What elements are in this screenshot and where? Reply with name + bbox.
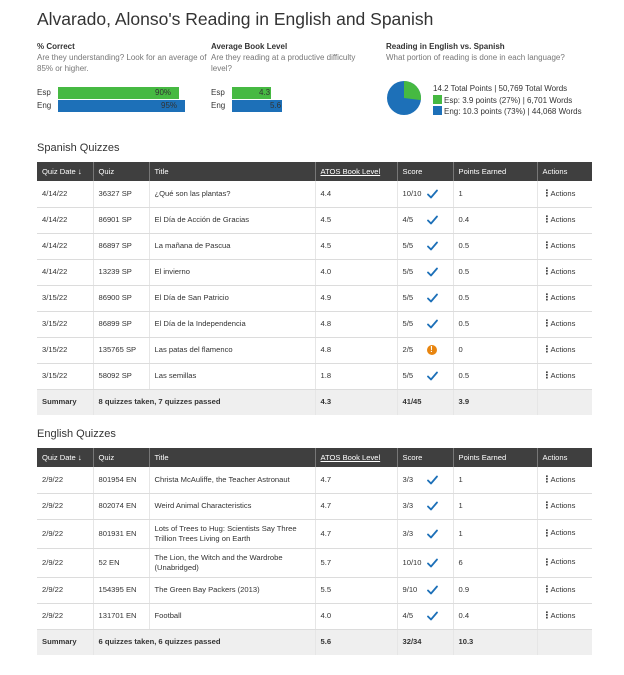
more-vertical-icon: ⋮ [542, 188, 552, 198]
actions-menu-button[interactable] [543, 267, 576, 277]
column-header-quiz-label: Quiz [98, 453, 115, 462]
table-row [37, 181, 592, 207]
actions-label: Actions [550, 344, 576, 354]
spanish-quizzes-table [37, 162, 592, 415]
atos-level-cell: 4.7 [315, 467, 397, 493]
actions-label: Actions [550, 318, 576, 328]
pie-totals: 14.2 Total Points | 50,769 Total Words [433, 84, 568, 93]
quiz-id-cell: 58092 SP [93, 363, 149, 389]
column-header-quiz[interactable] [93, 448, 149, 467]
legend-spanish [433, 95, 572, 105]
more-vertical-icon: ⋮ [542, 214, 552, 225]
arrow-down-icon: ↓ [77, 167, 82, 176]
column-header-score[interactable] [397, 162, 453, 181]
table-row [37, 285, 592, 311]
score-cell [397, 577, 453, 603]
column-header-title[interactable] [149, 162, 315, 181]
quiz-id-cell: 801954 EN [93, 467, 149, 493]
quiz-id-cell: 86899 SP [93, 311, 149, 337]
quiz-id-cell: 86901 SP [93, 207, 149, 233]
quiz-id-cell: 52 EN [93, 548, 149, 577]
quiz-id-cell: 154395 EN [93, 577, 149, 603]
points-earned-cell: 0.5 [453, 363, 537, 389]
actions-cell [537, 493, 592, 519]
more-vertical-icon: ⋮ [542, 474, 552, 484]
atos-level-cell: 4.5 [315, 207, 397, 233]
actions-menu-button[interactable] [543, 528, 576, 538]
score-value: 5/5 [402, 293, 414, 302]
table-row [37, 363, 592, 389]
bar-row-eng [211, 100, 344, 112]
atos-level-cell: 4.7 [315, 519, 397, 548]
bar-value: 5.6 [270, 101, 282, 110]
quiz-date-cell: 2/9/22 [37, 577, 93, 603]
bar-value: 4.3 [259, 88, 271, 97]
title-cell: The Lion, the Witch and the Wardrobe (Unabridged) [149, 548, 315, 577]
atos-level-cell: 4.7 [315, 493, 397, 519]
table-row [37, 311, 592, 337]
actions-menu-button[interactable] [543, 189, 576, 199]
atos-level-cell: 5.7 [315, 548, 397, 577]
title-cell: Las patas del flamenco [149, 337, 315, 363]
table-row [37, 548, 592, 577]
score-cell [397, 603, 453, 629]
more-vertical-icon: ⋮ [542, 584, 552, 595]
language-split-metric [386, 42, 606, 63]
column-header-quiz-date[interactable] [37, 162, 93, 181]
column-header-atos-level[interactable] [315, 448, 397, 467]
points-earned-cell: 0.5 [453, 233, 537, 259]
quiz-date-cell: 3/15/22 [37, 363, 93, 389]
bar-row-esp [37, 87, 232, 99]
actions-menu-button[interactable] [543, 293, 576, 303]
check-icon [427, 293, 438, 303]
points-earned-cell: 0.4 [453, 207, 537, 233]
actions-cell [537, 285, 592, 311]
actions-menu-button[interactable] [543, 371, 576, 381]
table-header-row [37, 448, 592, 467]
score-cell [397, 363, 453, 389]
score-cell [397, 548, 453, 577]
language-pie-chart [386, 80, 422, 116]
score-cell [397, 519, 453, 548]
table-row [37, 259, 592, 285]
score-value: 3/3 [402, 528, 414, 538]
points-earned-cell: 0.5 [453, 259, 537, 285]
summary-points: 3.9 [453, 389, 537, 415]
english-quizzes-heading: English Quizzes [37, 428, 116, 440]
column-header-atos-level[interactable] [315, 162, 397, 181]
actions-label: Actions [550, 528, 576, 538]
quiz-date-cell: 4/14/22 [37, 207, 93, 233]
atos-level-cell: 4.0 [315, 603, 397, 629]
actions-menu-button[interactable] [543, 345, 576, 355]
quiz-id-cell: 802074 EN [93, 493, 149, 519]
legend-label-spanish: Esp: 3.9 points (27%) | 6,701 Words [444, 96, 573, 105]
column-header-title-label: Title [154, 167, 169, 176]
score-value: 5/5 [402, 241, 414, 250]
table-row [37, 467, 592, 493]
points-earned-cell: 1 [453, 519, 537, 548]
legend-label-english: Eng: 10.3 points (73%) | 44,068 Words [444, 107, 582, 116]
column-header-quiz[interactable] [93, 162, 149, 181]
column-header-title[interactable] [149, 448, 315, 467]
summary-label: Summary [37, 389, 93, 415]
legend-english [433, 106, 582, 116]
more-vertical-icon: ⋮ [542, 318, 552, 329]
more-vertical-icon: ⋮ [542, 240, 552, 251]
quiz-id-cell: 13239 SP [93, 259, 149, 285]
summary-empty [537, 389, 592, 415]
check-icon [427, 215, 438, 225]
quiz-id-cell: 135765 SP [93, 337, 149, 363]
check-icon [427, 611, 438, 621]
column-header-score-label: Score [402, 167, 423, 176]
title-cell: Weird Animal Characteristics [149, 493, 315, 519]
quiz-date-cell: 2/9/22 [37, 519, 93, 548]
more-vertical-icon: ⋮ [542, 344, 552, 355]
more-vertical-icon: ⋮ [542, 266, 552, 277]
atos-level-cell: 1.8 [315, 363, 397, 389]
quiz-id-cell: 801931 EN [93, 519, 149, 548]
score-cell [397, 207, 453, 233]
bar-label: Esp [211, 88, 225, 97]
bar-label: Esp [37, 88, 51, 97]
atos-level-cell: 4.4 [315, 181, 397, 207]
actions-label: Actions [550, 188, 576, 198]
title-cell: Lots of Trees to Hug: Scientists Say Three Trillion Trees Living on Earth [149, 519, 315, 548]
actions-cell [537, 577, 592, 603]
actions-cell [537, 181, 592, 207]
title-cell: El Día de San Patricio [149, 285, 315, 311]
check-icon [427, 241, 438, 251]
column-header-quiz-date-label: Quiz Date [42, 453, 76, 462]
column-header-points-earned[interactable] [453, 162, 537, 181]
column-header-points-earned-label: Points Earned [458, 167, 507, 176]
quiz-id-cell: 131701 EN [93, 603, 149, 629]
check-icon [427, 319, 438, 329]
actions-label: Actions [550, 240, 576, 250]
actions-menu-button[interactable] [543, 611, 576, 621]
legend-swatch-english [433, 106, 442, 115]
atos-level-cell: 4.8 [315, 337, 397, 363]
actions-cell [537, 259, 592, 285]
arrow-down-icon: ↓ [77, 453, 82, 462]
more-vertical-icon: ⋮ [542, 556, 552, 567]
title-cell: Football [149, 603, 315, 629]
score-cell [397, 233, 453, 259]
actions-cell [537, 519, 592, 548]
actions-menu-button[interactable] [543, 501, 576, 511]
actions-label: Actions [550, 500, 576, 510]
summary-level: 5.6 [315, 629, 397, 655]
actions-cell [537, 363, 592, 389]
quiz-date-cell: 3/15/22 [37, 285, 93, 311]
bar-value: 95% [161, 101, 178, 110]
check-icon [427, 501, 438, 511]
spanish-quizzes-heading: Spanish Quizzes [37, 142, 120, 154]
actions-menu-button[interactable] [543, 319, 576, 329]
summary-label: Summary [37, 629, 93, 655]
actions-cell [537, 467, 592, 493]
points-earned-cell: 1 [453, 493, 537, 519]
score-cell [397, 493, 453, 519]
actions-cell [537, 207, 592, 233]
column-header-points-earned[interactable] [453, 448, 537, 467]
column-header-score-label: Score [402, 453, 423, 462]
score-value: 10/10 [402, 188, 422, 198]
column-header-quiz-date-label: Quiz Date [42, 167, 76, 176]
quiz-date-cell: 2/9/22 [37, 493, 93, 519]
metric-description: What portion of reading is done in each language? [386, 53, 565, 62]
points-earned-cell: 1 [453, 467, 537, 493]
summary-level: 4.3 [315, 389, 397, 415]
metric-title: Average Book Level [211, 42, 288, 51]
atos-level-cell: 4.0 [315, 259, 397, 285]
metric-description: Are they understanding? Look for an average of 85% or higher. [37, 53, 207, 73]
check-icon [427, 585, 438, 595]
actions-menu-button[interactable] [543, 557, 576, 567]
quiz-id-cell: 36327 SP [93, 181, 149, 207]
quiz-date-cell: 4/14/22 [37, 181, 93, 207]
more-vertical-icon: ⋮ [542, 292, 552, 303]
points-earned-cell: 0.9 [453, 577, 537, 603]
check-icon [427, 371, 438, 381]
title-cell: La mañana de Pascua [149, 233, 315, 259]
column-header-score[interactable] [397, 448, 453, 467]
pie-slice-spanish [404, 81, 421, 100]
actions-label: Actions [550, 370, 576, 380]
more-vertical-icon: ⋮ [542, 527, 552, 538]
atos-level-cell: 5.5 [315, 577, 397, 603]
column-header-actions-label: Actions [542, 453, 568, 462]
actions-label: Actions [550, 292, 576, 302]
score-cell [397, 285, 453, 311]
quiz-date-cell: 2/9/22 [37, 467, 93, 493]
title-cell: Las semillas [149, 363, 315, 389]
score-cell [397, 467, 453, 493]
actions-label: Actions [550, 584, 576, 594]
english-quizzes-table [37, 448, 592, 655]
table-header-row [37, 162, 592, 181]
quiz-date-cell: 2/9/22 [37, 548, 93, 577]
column-header-actions-label: Actions [542, 167, 568, 176]
atos-level-cell: 4.8 [315, 311, 397, 337]
table-row [37, 207, 592, 233]
bar-row-eng [37, 100, 232, 112]
summary-empty [537, 629, 592, 655]
bar-label: Eng [211, 101, 226, 110]
check-icon [427, 529, 438, 539]
score-value: 9/10 [402, 585, 418, 594]
bar-row-esp [211, 87, 344, 99]
title-cell: The Green Bay Packers (2013) [149, 577, 315, 603]
metric-title: Reading in English vs. Spanish [386, 42, 505, 51]
avg-book-level-metric [211, 42, 371, 74]
score-value: 5/5 [402, 371, 414, 380]
column-header-actions [537, 448, 592, 467]
quiz-date-cell: 3/15/22 [37, 337, 93, 363]
points-earned-cell: 0.5 [453, 311, 537, 337]
actions-menu-button[interactable] [543, 585, 576, 595]
actions-label: Actions [550, 474, 576, 484]
score-value: 4/5 [402, 611, 414, 620]
score-value: 3/3 [402, 501, 414, 510]
quiz-id-cell: 86897 SP [93, 233, 149, 259]
atos-level-cell: 4.9 [315, 285, 397, 311]
summary-row [37, 629, 592, 655]
actions-cell [537, 311, 592, 337]
score-cell [397, 311, 453, 337]
metric-title: % Correct [37, 42, 75, 51]
column-header-title-label: Title [154, 453, 169, 462]
actions-label: Actions [550, 266, 576, 276]
legend-swatch-spanish [433, 95, 442, 104]
summary-row [37, 389, 592, 415]
column-header-actions [537, 162, 592, 181]
table-row [37, 493, 592, 519]
quiz-date-cell: 4/14/22 [37, 259, 93, 285]
table-row [37, 233, 592, 259]
points-earned-cell: 0.4 [453, 603, 537, 629]
quiz-id-cell: 86900 SP [93, 285, 149, 311]
title-cell: ¿Qué son las plantas? [149, 181, 315, 207]
actions-cell [537, 548, 592, 577]
table-row [37, 577, 592, 603]
actions-menu-button[interactable] [543, 241, 576, 251]
column-header-atos-level-label: ATOS Book Level [320, 453, 381, 462]
actions-cell [537, 233, 592, 259]
check-icon [427, 558, 438, 568]
column-header-quiz-label: Quiz [98, 167, 115, 176]
summary-text: 6 quizzes taken, 6 quizzes passed [93, 629, 315, 655]
actions-cell [537, 337, 592, 363]
summary-score: 32/34 [397, 629, 453, 655]
summary-text: 8 quizzes taken, 7 quizzes passed [93, 389, 315, 415]
points-earned-cell: 6 [453, 548, 537, 577]
more-vertical-icon: ⋮ [542, 500, 552, 511]
score-cell [397, 181, 453, 207]
score-cell [397, 259, 453, 285]
score-cell [397, 337, 453, 363]
quiz-date-cell: 3/15/22 [37, 311, 93, 337]
points-earned-cell: 0.5 [453, 285, 537, 311]
actions-label: Actions [550, 610, 576, 620]
quiz-date-cell: 2/9/22 [37, 603, 93, 629]
title-cell: El Día de la Independencia [149, 311, 315, 337]
bar-value: 90% [155, 88, 172, 97]
title-cell: El invierno [149, 259, 315, 285]
page-title: Alvarado, Alonso's Reading in English and Spanish [37, 9, 434, 29]
score-value: 5/5 [402, 267, 414, 276]
actions-cell [537, 603, 592, 629]
title-cell: El Día de Acción de Gracias [149, 207, 315, 233]
metric-description: Are they reading at a productive difficulty level? [211, 53, 356, 73]
table-row [37, 519, 592, 548]
points-earned-cell: 1 [453, 181, 537, 207]
percent-correct-metric [37, 42, 207, 74]
more-vertical-icon: ⋮ [542, 610, 552, 621]
summary-score: 41/45 [397, 389, 453, 415]
score-value: 5/5 [402, 319, 414, 328]
score-value: 4/5 [402, 215, 414, 224]
more-vertical-icon: ⋮ [542, 370, 552, 381]
actions-menu-button[interactable] [543, 215, 576, 225]
atos-level-cell: 4.5 [315, 233, 397, 259]
bar-label: Eng [37, 101, 52, 110]
table-row [37, 337, 592, 363]
check-icon [427, 475, 438, 485]
actions-label: Actions [550, 214, 576, 224]
title-cell: Christa McAuliffe, the Teacher Astronaut [149, 467, 315, 493]
column-header-atos-level-label: ATOS Book Level [320, 167, 381, 176]
warning-icon: ! [427, 345, 437, 355]
check-icon [427, 189, 438, 199]
score-value: 3/3 [402, 474, 414, 484]
quiz-date-cell: 4/14/22 [37, 233, 93, 259]
column-header-points-earned-label: Points Earned [458, 453, 507, 462]
check-icon [427, 267, 438, 277]
table-row [37, 603, 592, 629]
actions-label: Actions [550, 557, 576, 567]
column-header-quiz-date[interactable] [37, 448, 93, 467]
actions-menu-button[interactable] [543, 475, 576, 485]
score-value: 10/10 [402, 557, 422, 567]
summary-points: 10.3 [453, 629, 537, 655]
score-value: 2/5 [402, 345, 414, 354]
points-earned-cell: 0 [453, 337, 537, 363]
